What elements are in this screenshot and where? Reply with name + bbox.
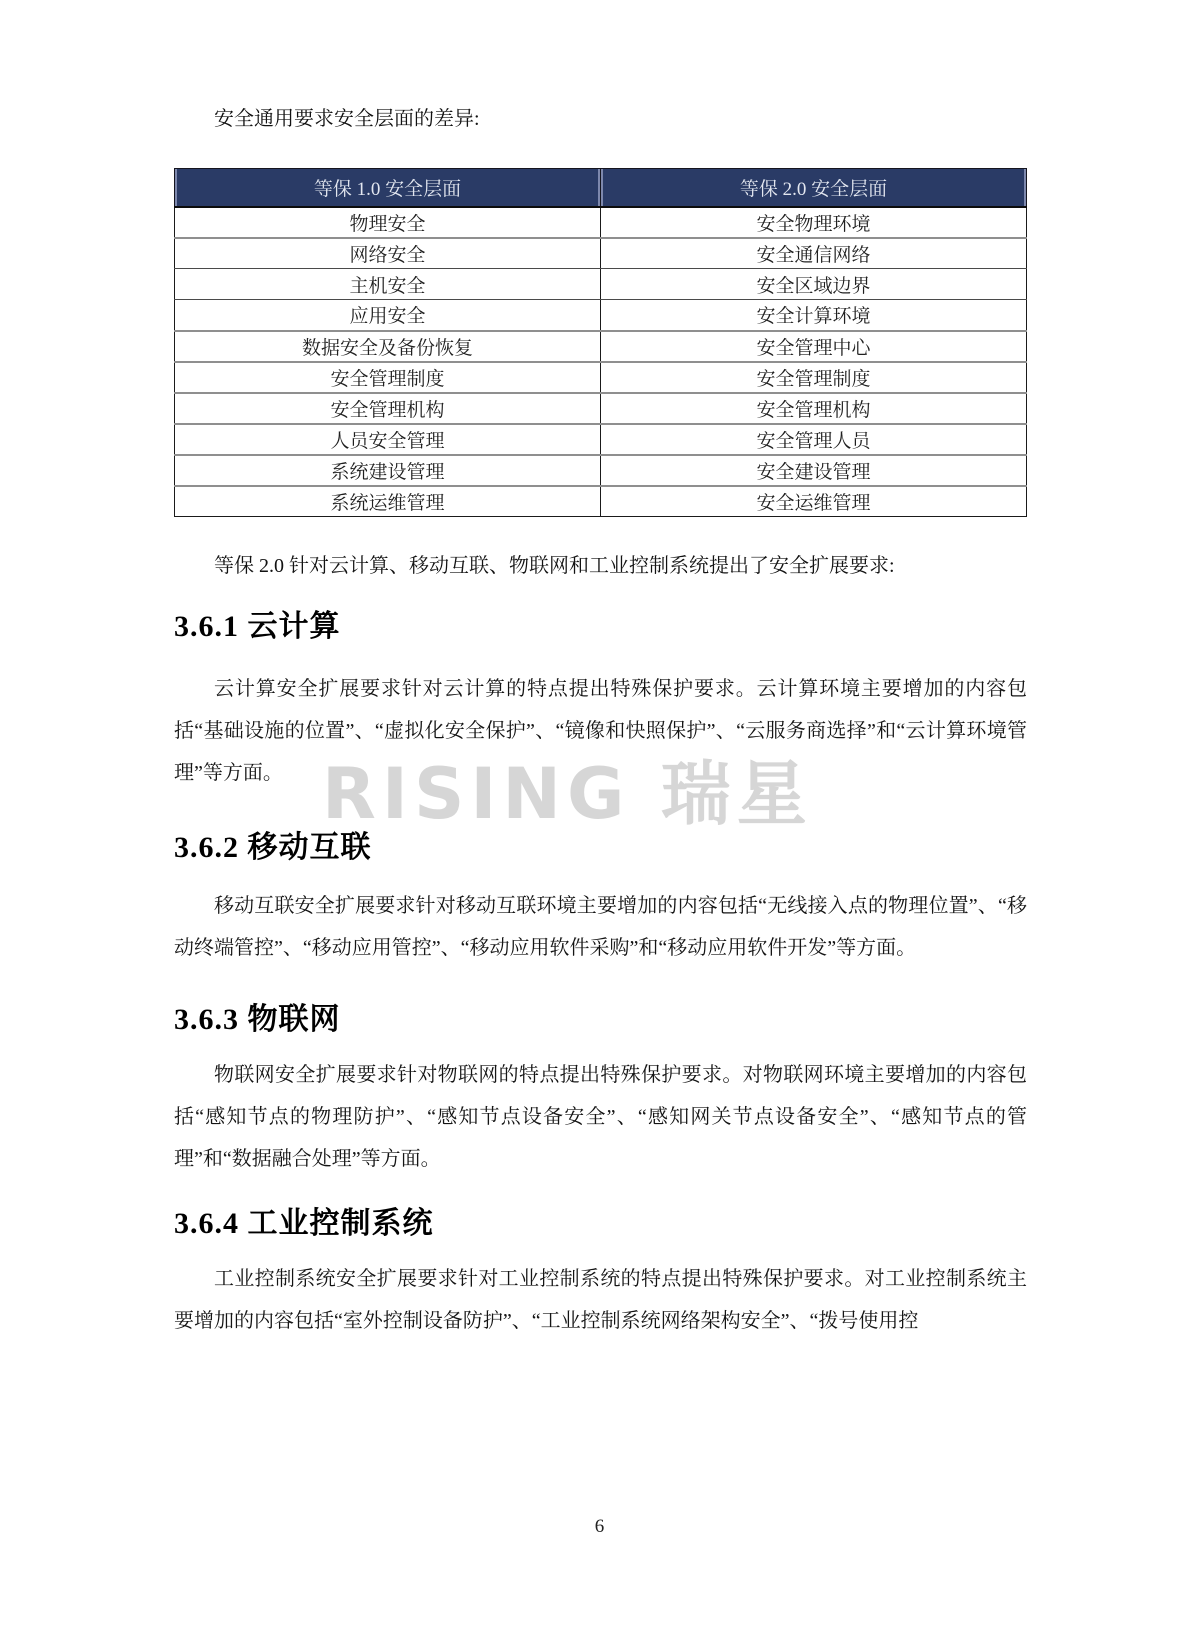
table-cell: 安全管理制度 bbox=[175, 362, 601, 393]
table-cell: 安全计算环境 bbox=[601, 300, 1027, 331]
table-row bbox=[175, 455, 1027, 486]
table-cell: 安全物理环境 bbox=[601, 207, 1027, 238]
table-cell: 数据安全及备份恢复 bbox=[175, 331, 601, 362]
table-cell: 安全管理中心 bbox=[601, 331, 1027, 362]
table-cell: 人员安全管理 bbox=[175, 424, 601, 455]
table-cell: 安全管理机构 bbox=[175, 393, 601, 424]
page-content bbox=[174, 0, 1027, 1342]
section-heading-3-6-4: 3.6.4 工业控制系统 bbox=[174, 1207, 434, 1240]
table-cell: 系统建设管理 bbox=[175, 455, 601, 486]
table-row bbox=[175, 269, 1027, 300]
table-cell: 安全通信网络 bbox=[601, 238, 1027, 269]
table-cell: 安全管理机构 bbox=[601, 393, 1027, 424]
table-header-cell-djb1: 等保 1.0 安全层面 bbox=[175, 169, 601, 207]
table-row bbox=[175, 362, 1027, 393]
section-heading-3-6-3: 3.6.3 物联网 bbox=[174, 1003, 341, 1036]
table-row bbox=[175, 486, 1027, 517]
table-row bbox=[175, 424, 1027, 455]
section-paragraph-3-6-2: 移动互联安全扩展要求针对移动互联环境主要增加的内容包括“无线接入点的物理位置”、“移动终端管控”、“移动应用管控”、“移动应用软件采购”和“移动应用软件开发”等方面。 bbox=[174, 895, 1027, 959]
table-cell: 安全区域边界 bbox=[601, 269, 1027, 300]
section-heading-3-6-2: 3.6.2 移动互联 bbox=[174, 831, 372, 864]
table-row bbox=[175, 207, 1027, 238]
table-cell: 系统运维管理 bbox=[175, 486, 601, 517]
table-cell: 主机安全 bbox=[175, 269, 601, 300]
lead-paragraph: 等保 2.0 针对云计算、移动互联、物联网和工业控制系统提出了安全扩展要求: bbox=[214, 555, 895, 577]
table-row bbox=[175, 238, 1027, 269]
intro-paragraph: 安全通用要求安全层面的差异: bbox=[214, 108, 480, 130]
section-heading-3-6-1: 3.6.1 云计算 bbox=[174, 610, 341, 643]
rising-watermark-logo: RISING 瑞星 bbox=[322, 753, 813, 835]
table-cell: 网络安全 bbox=[175, 238, 601, 269]
table-row bbox=[175, 331, 1027, 362]
section-paragraph-3-6-1: 云计算安全扩展要求针对云计算的特点提出特殊保护要求。云计算环境主要增加的内容包括“基础设施的位置”、“虚拟化安全保护”、“镜像和快照保护”、“云服务商选择”和“云计算环境管理”等方面。 bbox=[174, 678, 1027, 784]
table-cell: 应用安全 bbox=[175, 300, 601, 331]
table-cell: 安全管理制度 bbox=[601, 362, 1027, 393]
table-cell: 安全建设管理 bbox=[601, 455, 1027, 486]
section-paragraph-3-6-3: 物联网安全扩展要求针对物联网的特点提出特殊保护要求。对物联网环境主要增加的内容包括“感知节点的物理防护”、“感知节点设备安全”、“感知网关节点设备安全”、“感知节点的管理”和“数据融合处理”等方面。 bbox=[174, 1064, 1027, 1170]
security-layer-comparison-table bbox=[174, 168, 1027, 517]
table-cell: 安全运维管理 bbox=[601, 486, 1027, 517]
section-paragraph-3-6-4: 工业控制系统安全扩展要求针对工业控制系统的特点提出特殊保护要求。对工业控制系统主要增加的内容包括“室外控制设备防护”、“工业控制系统网络架构安全”、“拨号使用控 bbox=[174, 1268, 1027, 1332]
table-row bbox=[175, 393, 1027, 424]
table-cell: 安全管理人员 bbox=[601, 424, 1027, 455]
table-header-cell-djb2: 等保 2.0 安全层面 bbox=[601, 169, 1027, 207]
table-cell: 物理安全 bbox=[175, 207, 601, 238]
table-header-row bbox=[175, 169, 1027, 207]
page-number: 6 bbox=[594, 1516, 605, 1537]
table-row bbox=[175, 300, 1027, 331]
